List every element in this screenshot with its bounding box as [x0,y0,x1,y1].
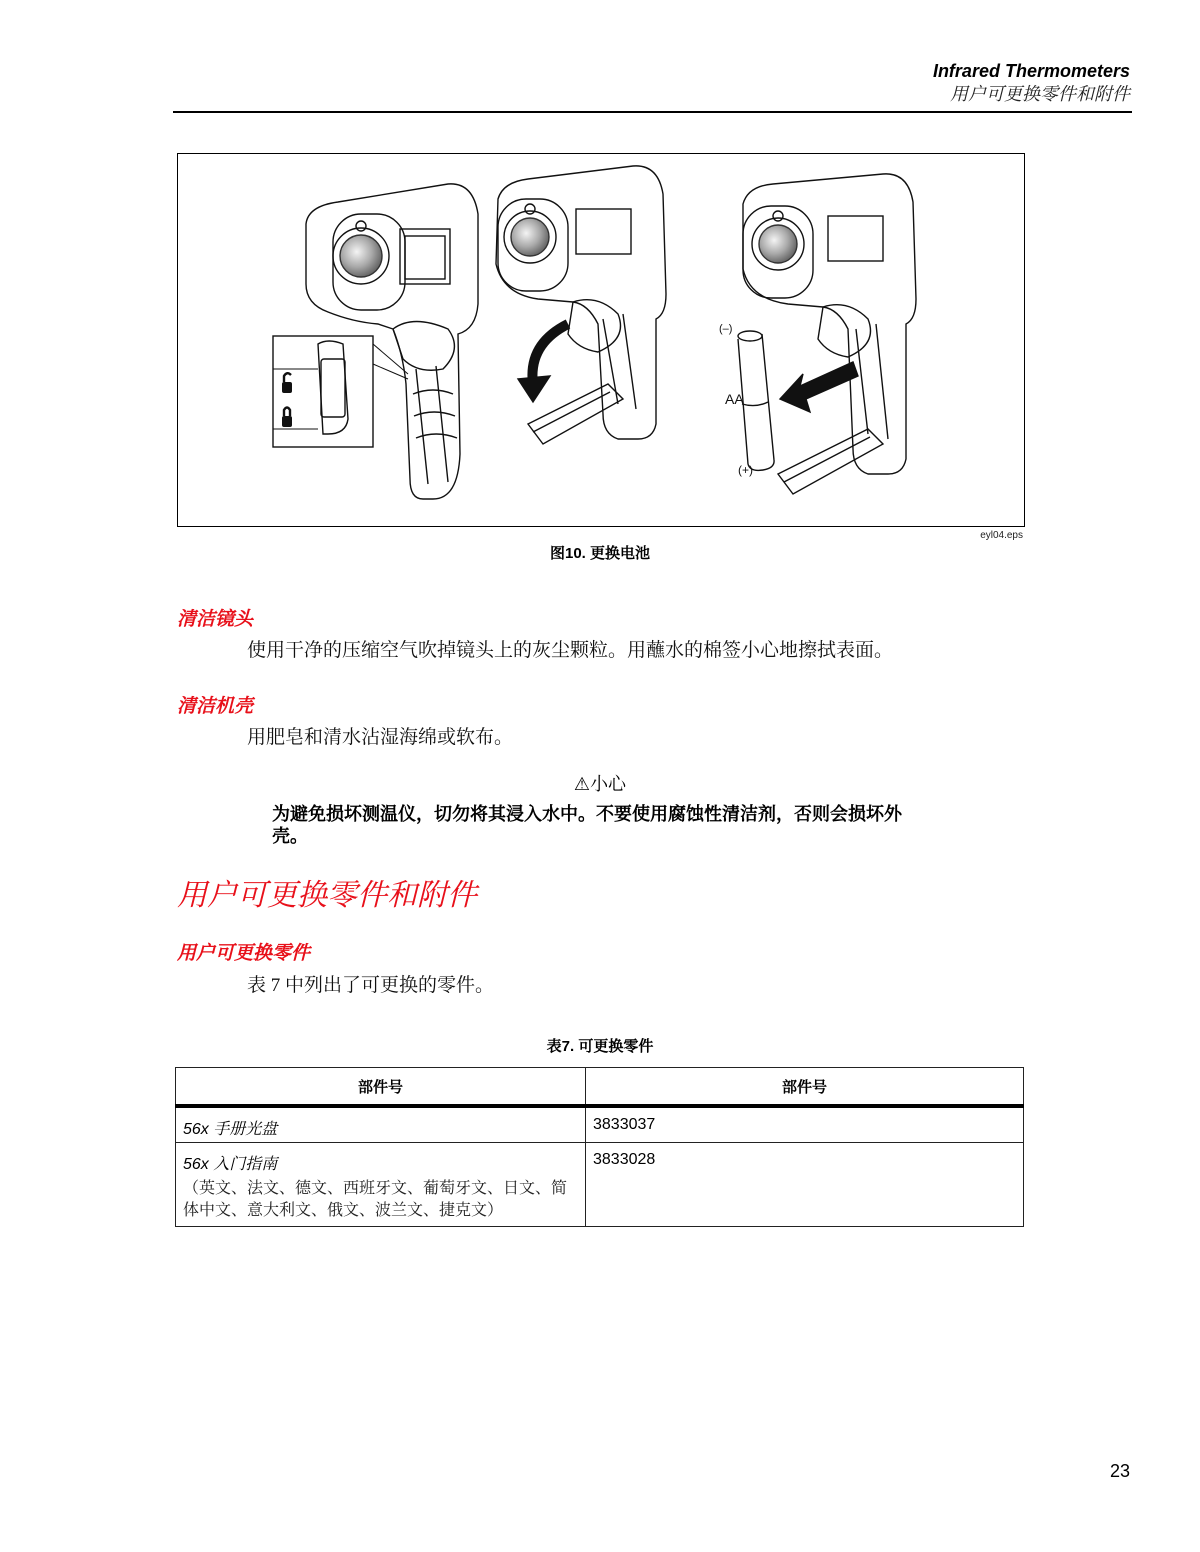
cell-part-number: 3833037 [586,1106,1024,1142]
heading-clean-case: 清洁机壳 [177,696,254,717]
caution-label: 小心 [590,774,627,794]
figure-caption: 图10. 更换电池 [549,545,651,562]
text-replaceable-parts: 表 7 中列出了可更换的零件。 [247,975,495,996]
column-header-description: 部件号 [176,1068,586,1107]
thermometer-panel-3 [738,174,916,494]
page-number: 23 [1109,1461,1130,1481]
table-row [176,1106,1024,1142]
battery-type-label: AA [725,391,744,407]
table-row [176,1142,1024,1226]
column-header-part-number: 部件号 [586,1068,1024,1107]
running-header-subtitle: 用户可更换零件和附件 [950,84,1130,104]
heading-replaceable-parts: 用户可更换零件 [177,943,311,964]
battery-negative-label: (–) [719,323,733,335]
cell-part-number: 3833028 [586,1142,1024,1226]
item-name: 手册光盘 [213,1121,278,1138]
item-name: 入门指南 [213,1155,278,1173]
model-label: 56x [183,1155,209,1173]
text-clean-lens: 使用干净的压缩空气吹掉镜头上的灰尘颗粒。用蘸水的棉签小心地擦拭表面。 [247,640,894,661]
cell-description [176,1142,586,1226]
cell-description [176,1106,586,1142]
lock-detail-inset [273,336,408,447]
header-divider [173,111,1132,113]
caution-heading [0,773,1200,795]
table-caption: 表7. 可更换零件 [546,1038,654,1055]
table-header-row [176,1068,1024,1107]
language-list: （英文、法文、德文、西班牙文、葡萄牙文、日文、简体中文、意大利文、俄文、波兰文、捷克文） [183,1179,568,1219]
caution-text: 为避免损坏测温仪，切勿将其浸入水中。不要使用腐蚀性清洁剂，否则会损坏外壳。 [272,804,902,846]
heading-clean-lens: 清洁镜头 [177,609,254,630]
thermometer-panel-2 [496,166,666,444]
running-header-title: Infrared Thermometers [932,61,1130,81]
heading-parts-accessories: 用户可更换零件和附件 [177,879,477,912]
figure-battery-replacement [177,153,1025,527]
replaceable-parts-table [175,1067,1024,1227]
battery-positive-label: (+) [738,463,753,477]
battery-replacement-illustration [178,154,1024,526]
warning-triangle-icon: ⚠ [573,774,591,794]
figure-file-label: eyl04.eps [980,530,1023,541]
model-label: 56x [183,1121,209,1138]
text-clean-case: 用肥皂和清水沾湿海绵或软布。 [247,727,514,748]
